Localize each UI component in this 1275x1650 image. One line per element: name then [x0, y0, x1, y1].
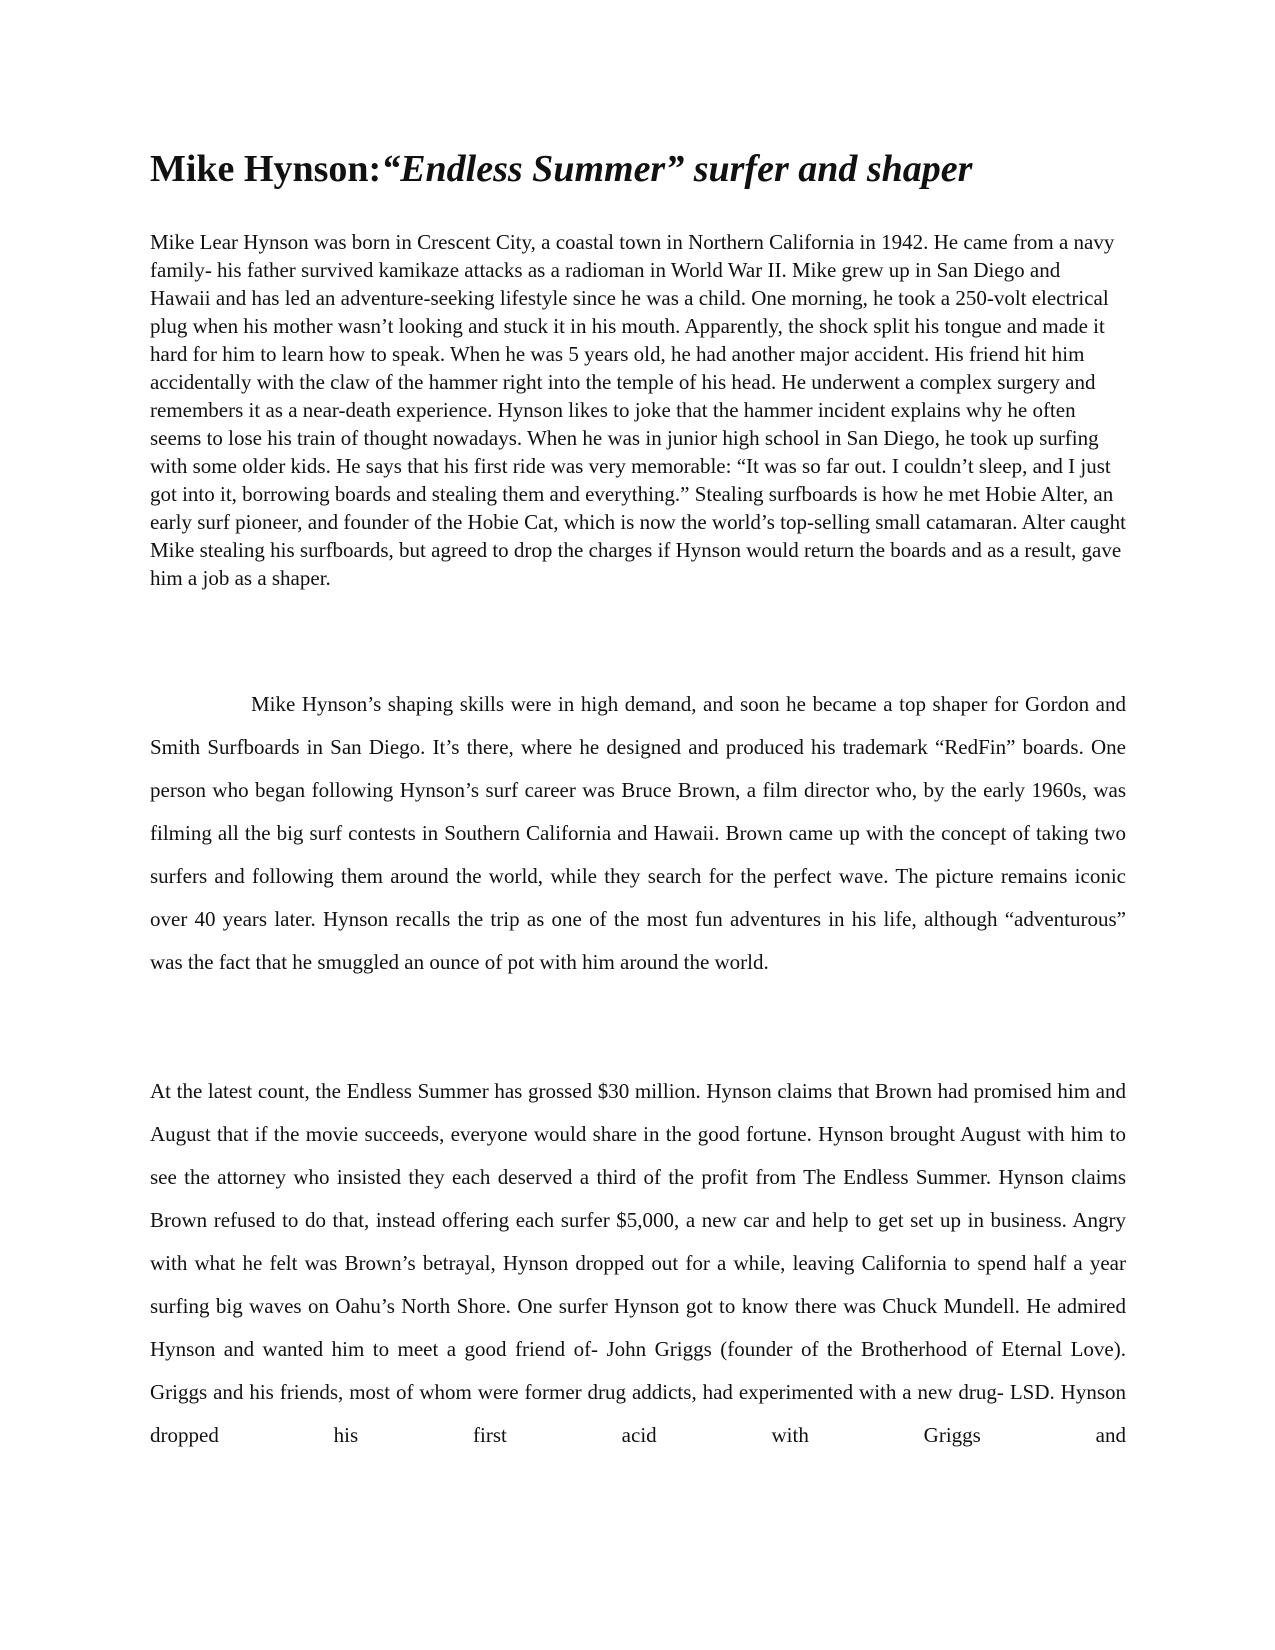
paragraph-3: At the latest count, the Endless Summer has grossed $30 million. Hynson claims that Brown had promised him and August that if the movie succeeds, everyone would share in the good fortune. Hynson brought August with him to see the attorney who insisted they each deserved a third of the profit from The Endless Summer. Hynson claims Brown refused to do that, instead offering each surfer $5,000, a new car and help to get set up in business. Angry with what he felt was Brown’s betrayal, Hynson dropped out for a while, leaving California to spend half a year surfing big waves on Oahu’s North Shore. One surfer Hynson got to know there was Chuck Mundell. He admired Hynson and wanted him to meet a good friend of- John Griggs (founder of the Brotherhood of Eternal Love). Griggs and his friends, most of whom were former drug addicts, had experimented with a new drug- LSD. Hynson dropped his first acid with Griggs and [150, 1079, 1126, 1447]
paragraph-2: Mike Hynson’s shaping skills were in high demand, and soon he became a top shaper for Gordon and Smith Surfboards in San Diego. It’s there, where he designed and produced his trademark “RedFin” boards. One person who began following Hynson’s surf career was Bruce Brown, a film director who, by the early 1960s, was filming all the big surf contests in Southern California and Hawaii. Brown came up with the concept of taking two surfers and following them around the world, while they search for the perfect wave. The picture remains iconic over 40 years later. Hynson recalls the trip as one of the most fun adventures in his life, although “adventurous” was the fact that he smuggled an ounce of pot with him around the world. [150, 692, 1126, 974]
paragraph-1: Mike Lear Hynson was born in Crescent City, a coastal town in Northern California in 1942. He came from a navy family- his father survived kamikaze attacks as a radioman in World War II. Mike grew up in San Diego and Hawaii and has led an adventure-seeking lifestyle since he was a child. One morning, he took a 250-volt electrical plug when his mother wasn’t looking and stuck it in his mouth. Apparently, the shock split his tongue and made it hard for him to learn how to speak. When he was 5 years old, he had another major accident. His friend hit him accidentally with the claw of the hammer right into the temple of his head. He underwent a complex surgery and remembers it as a near-death experience. Hynson likes to joke that the hammer incident explains why he often seems to lose his train of thought nowadays. When he was in junior high school in San Diego, he took up surfing with some older kids. He says that his first ride was very memorable: “It was so far out. I couldn’t sleep, and I just got into it, borrowing boards and stealing them and everything.” Stealing surfboards is how he met Hobie Alter, an early surf pioneer, and founder of the Hobie Cat, which is now the world’s top-selling small catamaran. Alter caught Mike stealing his surfboards, but agreed to drop the charges if Hynson would return the boards and as a result, gave him a job as a shaper. [150, 230, 1126, 590]
document-title [150, 146, 1126, 192]
title-subtitle: “Endless Summer” surfer and shaper [381, 148, 973, 190]
title-name: Mike Hynson: [150, 148, 382, 190]
